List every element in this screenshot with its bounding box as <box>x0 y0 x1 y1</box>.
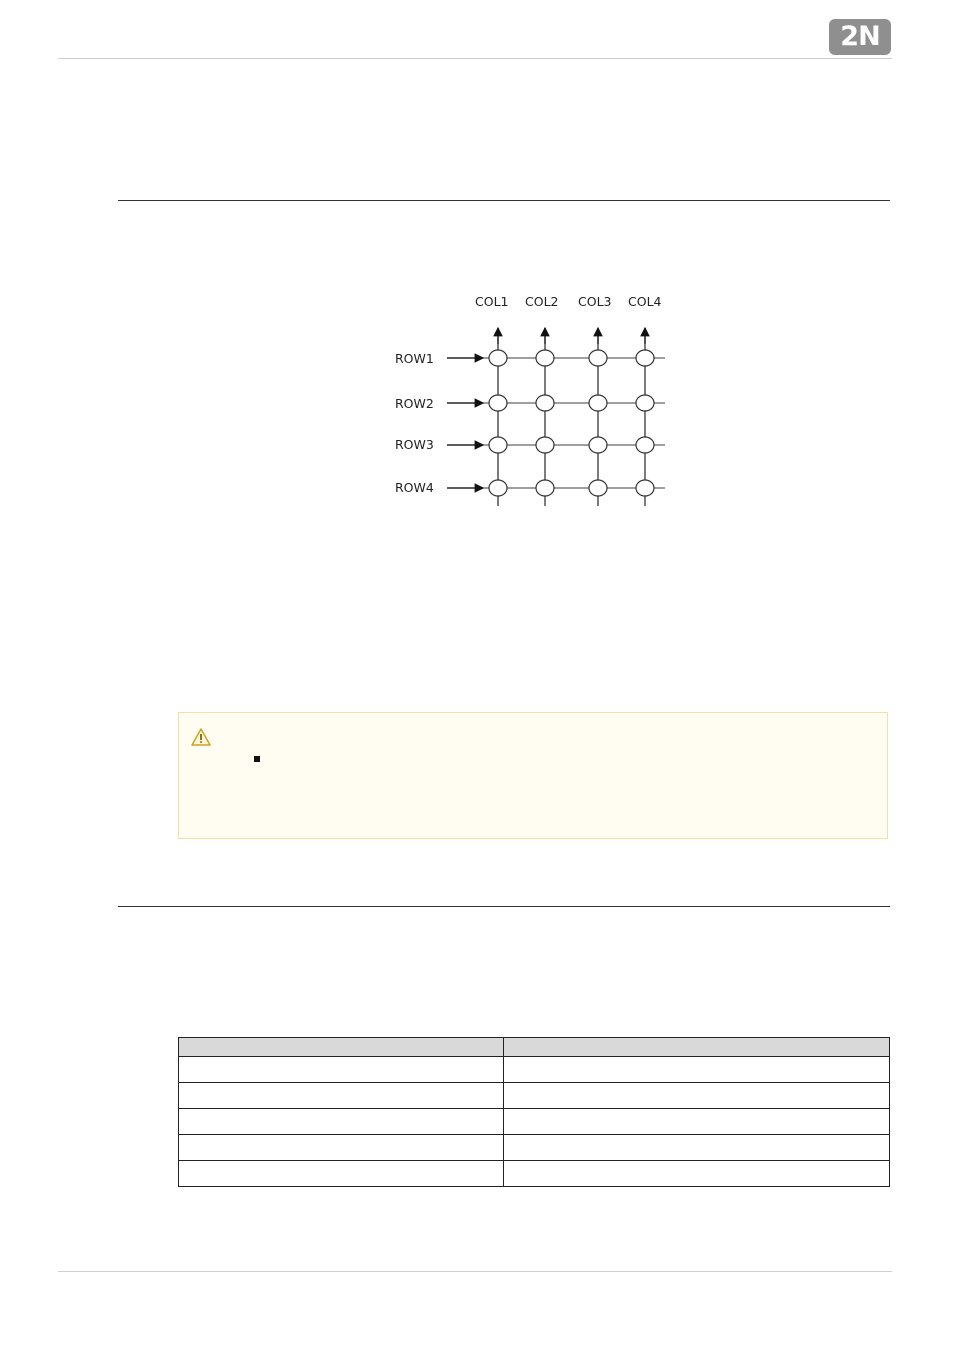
table-row <box>179 1083 890 1109</box>
list-bullet <box>254 756 260 762</box>
data-table <box>178 1037 890 1187</box>
row-label-4: ROW4 <box>395 480 434 495</box>
table-header-cell <box>179 1038 504 1057</box>
table-cell <box>503 1135 889 1161</box>
col-label-3: COL3 <box>578 294 612 309</box>
keypad-matrix-diagram <box>385 286 685 516</box>
table-cell <box>179 1135 504 1161</box>
section-divider-1 <box>118 200 890 201</box>
warning-triangle-icon <box>191 728 211 746</box>
table-header-row <box>179 1038 890 1057</box>
table-cell <box>179 1161 504 1187</box>
table-cell <box>503 1083 889 1109</box>
table-row <box>179 1057 890 1083</box>
footer-divider <box>58 1271 892 1272</box>
row-label-3: ROW3 <box>395 437 434 452</box>
row-label-2: ROW2 <box>395 396 434 411</box>
table-row <box>179 1161 890 1187</box>
table-cell <box>179 1083 504 1109</box>
table-cell <box>179 1057 504 1083</box>
row-label-1: ROW1 <box>395 351 434 366</box>
col-label-1: COL1 <box>475 294 509 309</box>
table-row <box>179 1109 890 1135</box>
table-cell <box>503 1057 889 1083</box>
brand-logo: 2N <box>829 19 891 55</box>
table-cell <box>179 1109 504 1135</box>
header-divider <box>58 58 892 59</box>
table-cell <box>503 1161 889 1187</box>
table-header-cell <box>503 1038 889 1057</box>
col-label-4: COL4 <box>628 294 662 309</box>
table-cell <box>503 1109 889 1135</box>
table-row <box>179 1135 890 1161</box>
warning-box <box>178 712 888 839</box>
col-label-2: COL2 <box>525 294 559 309</box>
section-divider-2 <box>118 906 890 907</box>
